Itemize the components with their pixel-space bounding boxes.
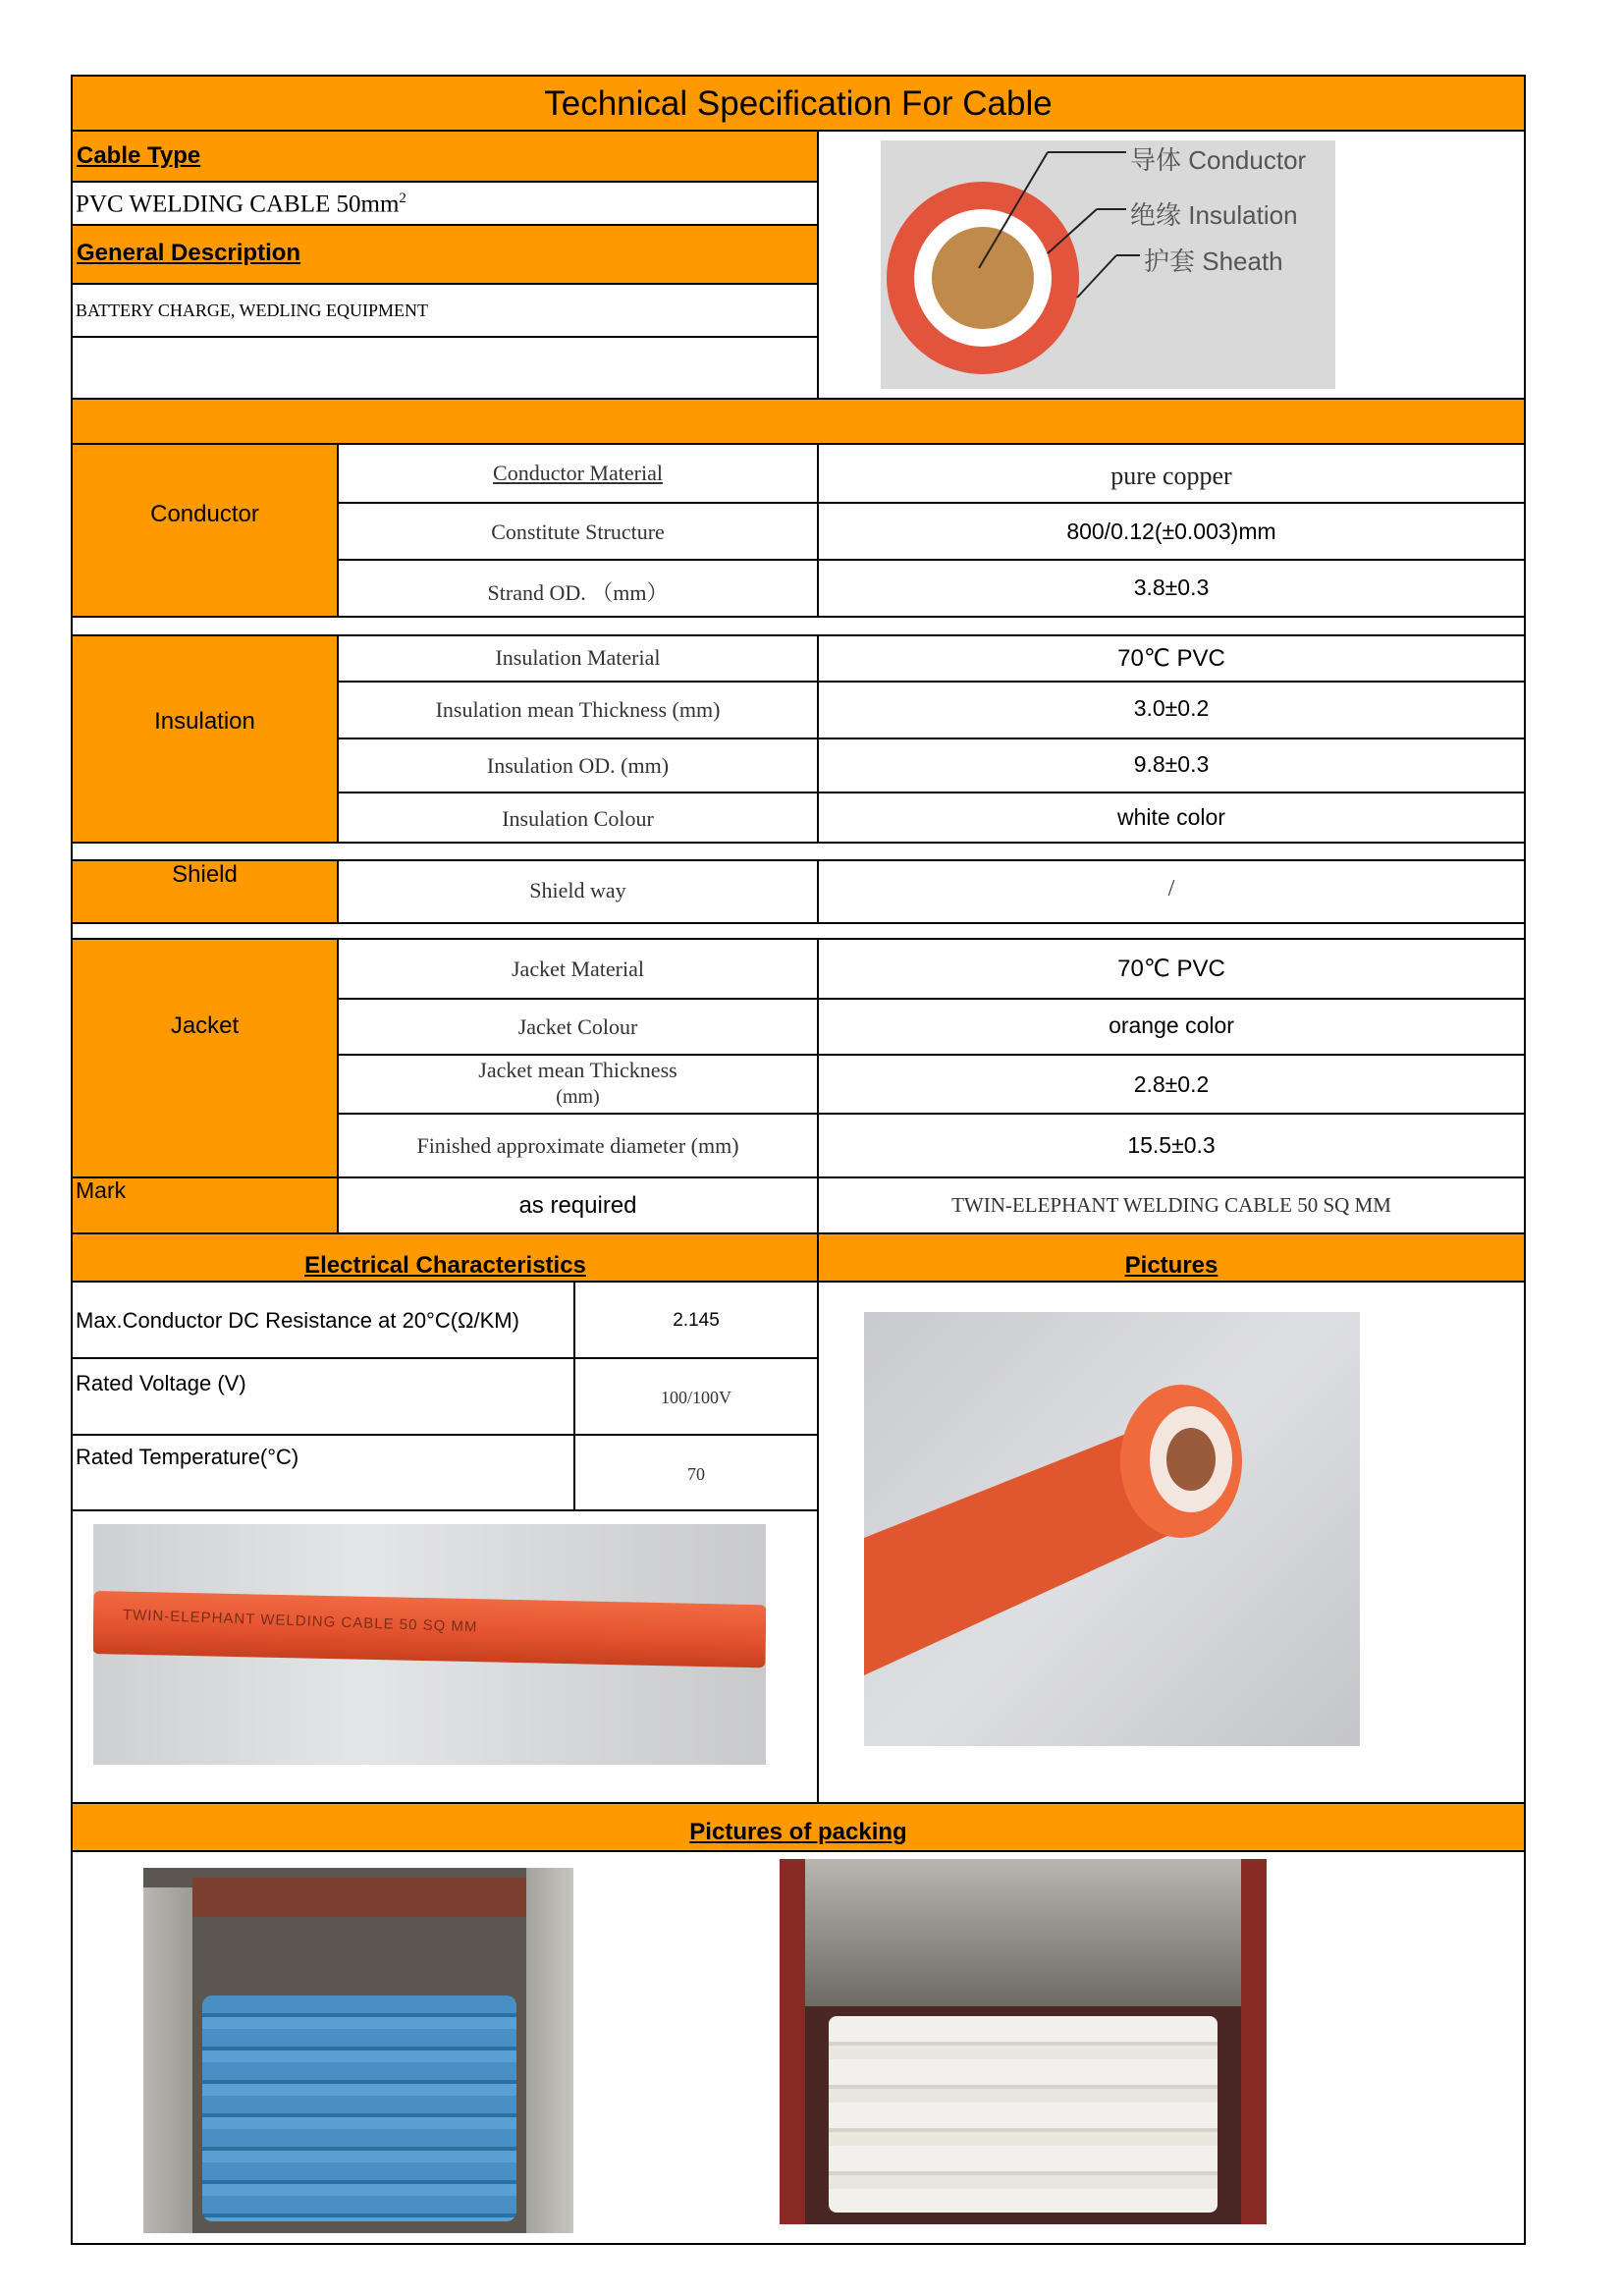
container-roof: [192, 1878, 526, 1917]
dc-resistance-label: Max.Conductor DC Resistance at 20°C(Ω/KM): [76, 1308, 519, 1333]
insulation-material-value: 70℃ PVC: [1117, 645, 1225, 672]
shield-way-label: Shield way: [529, 878, 626, 902]
jacket-material-label: Jacket Material: [512, 957, 644, 981]
diagram-label-conductor: 导体 Conductor: [1130, 145, 1307, 175]
cable-type-text: PVC WELDING CABLE 50mm: [76, 191, 400, 218]
insulation-group-label: Insulation: [154, 708, 255, 735]
jacket-thickness-label: Jacket mean Thickness: [478, 1058, 677, 1082]
conductor-core: [932, 227, 1034, 329]
insulation-od-value: 9.8±0.3: [1133, 751, 1210, 777]
shield-group-label: Shield: [172, 861, 238, 888]
rated-temperature-label: Rated Temperature(°C): [76, 1445, 299, 1469]
rated-temperature-value: 70: [687, 1464, 705, 1484]
conductor-material-value: pure copper: [1110, 462, 1232, 490]
constitute-structure-value: 800/0.12(±0.003)mm: [1066, 519, 1276, 544]
conductor-group-label: Conductor: [150, 501, 259, 527]
container-frame-right: [1241, 1859, 1267, 2224]
finished-diameter-value: 15.5±0.3: [1127, 1132, 1216, 1158]
cable-type-label: Cable Type: [77, 142, 201, 169]
container-ceiling: [805, 1859, 1241, 2006]
jacket-group-label: Jacket: [170, 1012, 240, 1039]
general-description-value: BATTERY CHARGE, WEDLING EQUIPMENT: [76, 301, 428, 320]
insulation-colour-label: Insulation Colour: [502, 806, 654, 831]
cable-copper-core: [1166, 1428, 1216, 1491]
insulation-material-label: Insulation Material: [495, 645, 661, 670]
page-title: Technical Specification For Cable: [544, 84, 1053, 123]
dc-resistance-value: 2.145: [673, 1310, 720, 1331]
pictures-heading: Pictures: [1124, 1252, 1218, 1279]
jacket-colour-label: Jacket Colour: [517, 1014, 638, 1039]
diagram-label-sheath: 护套 Sheath: [1144, 246, 1283, 276]
jacket-thickness-label-unit: (mm): [556, 1086, 600, 1108]
container-door-right: [526, 1868, 573, 2233]
strand-od-value: 3.8±0.3: [1133, 574, 1210, 600]
blue-coils: [202, 1995, 516, 2221]
insulation-thickness-value: 3.0±0.2: [1133, 695, 1210, 721]
container-frame-left: [780, 1859, 805, 2224]
cable-type-value: [76, 191, 406, 218]
cable-end-svg: [864, 1312, 1360, 1746]
cable-type-sup: 2: [399, 191, 406, 206]
diagram-label-insulation: 绝缘 Insulation: [1130, 200, 1298, 230]
electrical-heading: Electrical Characteristics: [304, 1252, 586, 1279]
mark-label: Mark: [76, 1177, 127, 1203]
rated-voltage-label: Rated Voltage (V): [76, 1371, 246, 1395]
jacket-thickness-value: 2.8±0.2: [1133, 1071, 1210, 1097]
rated-voltage-value: 100/100V: [661, 1388, 731, 1407]
cable-end-photo: [864, 1312, 1360, 1746]
white-coils: [829, 2016, 1218, 2213]
jacket-material-value: 70℃ PVC: [1117, 956, 1225, 982]
insulation-od-label: Insulation OD. (mm): [486, 753, 670, 778]
general-description-label: General Description: [77, 240, 301, 266]
conductor-material-label: Conductor Material: [493, 461, 663, 485]
constitute-structure-label: Constitute Structure: [491, 519, 665, 544]
packing-photo-blue: [143, 1868, 573, 2233]
finished-diameter-label: Finished approximate diameter (mm): [416, 1133, 739, 1158]
cable-cross-section-diagram: [881, 140, 1335, 389]
packing-photo-white: [780, 1859, 1267, 2224]
insulation-thickness-label: Insulation mean Thickness (mm): [435, 697, 721, 722]
shield-way-value: /: [1167, 876, 1175, 902]
packing-heading: Pictures of packing: [689, 1819, 907, 1845]
strand-od-label: Strand OD. （mm）: [487, 580, 669, 605]
insulation-colour-value: white color: [1117, 804, 1225, 830]
mark-text-value: TWIN-ELEPHANT WELDING CABLE 50 SQ MM: [951, 1193, 1391, 1217]
container-door-left: [143, 1887, 192, 2233]
cable-marking-photo: [93, 1524, 766, 1765]
mark-requirement: as required: [518, 1192, 637, 1219]
jacket-colour-value: orange color: [1109, 1012, 1234, 1038]
cable-print-text: TWIN-ELEPHANT WELDING CABLE 50 SQ MM: [122, 1607, 478, 1636]
